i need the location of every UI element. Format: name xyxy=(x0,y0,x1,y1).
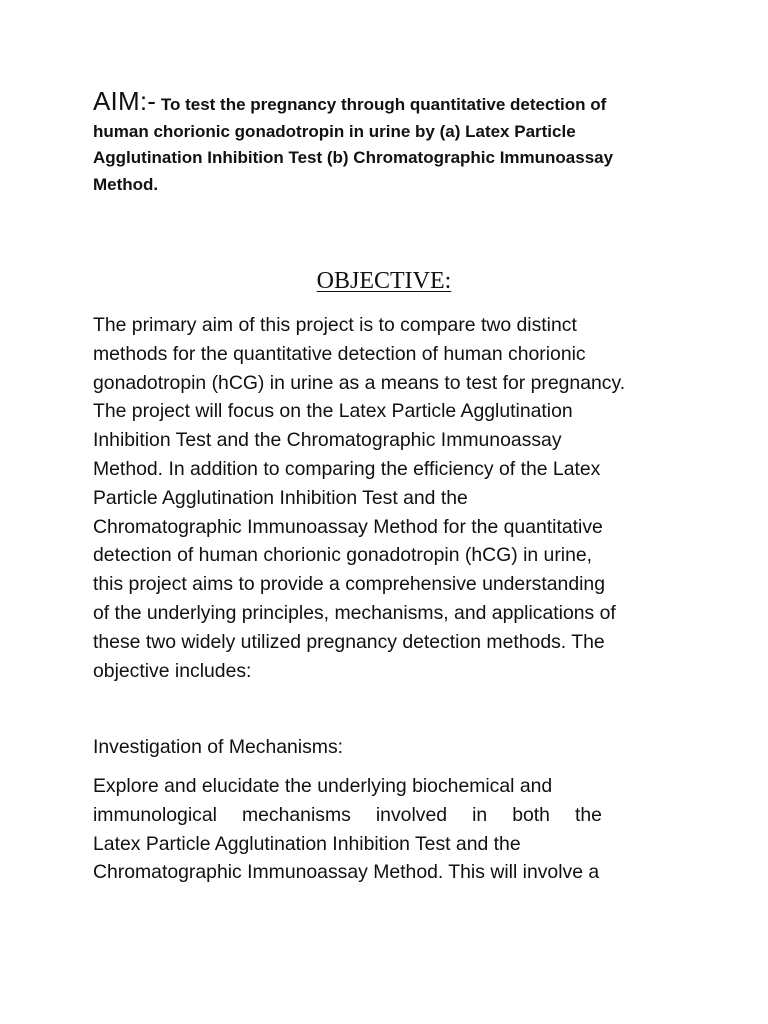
paragraph-line: gonadotropin (hCG) in urine as a means to test for pregnancy. xyxy=(93,371,626,394)
paragraph-line: this project aims to provide a comprehensive understanding xyxy=(93,573,605,596)
paragraph-line: The primary aim of this project is to compare two distinct xyxy=(93,314,577,336)
aim-label: AIM:- xyxy=(93,86,157,116)
paragraph-line: Chromatographic Immunoassay Method. This will involve a xyxy=(93,861,600,884)
paragraph-line: objective includes: xyxy=(93,659,252,682)
paragraph-line: Explore and elucidate the underlying biochemical and xyxy=(93,775,553,797)
word: in xyxy=(472,803,488,826)
aim-line: Agglutination Inhibition Test (b) Chromatographic Immunoassay xyxy=(93,148,614,167)
word: involved xyxy=(375,803,448,826)
aim-line-1 xyxy=(93,88,683,119)
aim-text: To test the pregnancy through quantitative detection of xyxy=(160,95,607,114)
paragraph-line: Particle Agglutination Inhibition Test and the xyxy=(93,486,468,509)
paragraph-line: these two widely utilized pregnancy detection methods. The xyxy=(93,630,605,653)
mechanisms-paragraph xyxy=(93,772,613,887)
paragraph-justified-line xyxy=(93,801,602,830)
paragraph-line: methods for the quantitative detection of human chorionic xyxy=(93,342,586,365)
word: the xyxy=(575,803,602,826)
paragraph-line: The project will focus on the Latex Particle Agglutination xyxy=(93,400,573,423)
paragraph-line: Latex Particle Agglutination Inhibition Test and the xyxy=(93,832,521,855)
word: both xyxy=(512,803,550,826)
word: mechanisms xyxy=(241,803,351,826)
paragraph-line: detection of human chorionic gonadotropin (hCG) in urine, xyxy=(93,544,593,567)
objective-paragraph xyxy=(93,311,688,685)
aim-section xyxy=(93,88,683,198)
paragraph-line: Chromatographic Immunoassay Method for the quantitative xyxy=(93,515,603,538)
word: immunological xyxy=(93,803,217,826)
paragraph-line: Inhibition Test and the Chromatographic Immunoassay xyxy=(93,429,562,452)
objective-heading: OBJECTIVE: xyxy=(316,268,452,294)
paragraph-line: Method. In addition to comparing the efficiency of the Latex xyxy=(93,457,601,480)
paragraph-line: of the underlying principles, mechanisms, and applications of xyxy=(93,601,616,624)
aim-line: human chorionic gonadotropin in urine by (a) Latex Particle xyxy=(93,121,576,141)
aim-line: Method. xyxy=(93,174,159,194)
mechanisms-heading: Investigation of Mechanisms: xyxy=(93,736,344,758)
